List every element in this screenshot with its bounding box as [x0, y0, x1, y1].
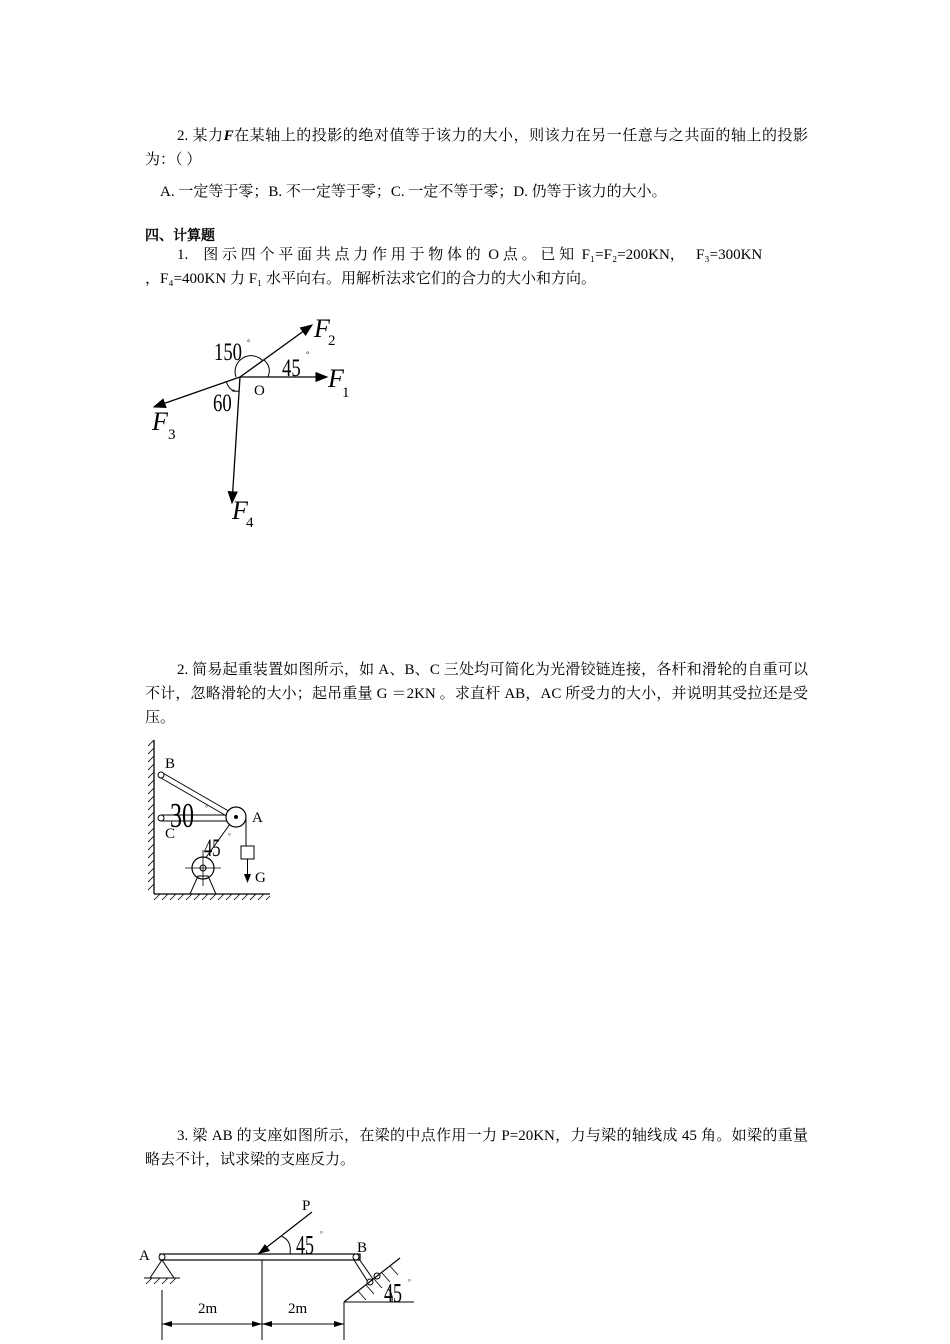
pulley-a-center	[234, 815, 238, 819]
label-g: G	[255, 870, 266, 886]
calc-2-text: 2. 简易起重装置如图所示，如 A、B、C 三处均可简化为光滑铰链连接，各杆和滑轮的自重可以不计，忽略滑轮的大小；起吊重量 G ＝2KN 。求直杆 AB，AC 所受力的大小，并说明其受拉还是受压。	[145, 662, 808, 726]
force-diagram-1	[140, 305, 380, 535]
crane-diagram	[148, 738, 278, 903]
label-f3-sub: 3	[168, 427, 176, 443]
link-b-1	[354, 1260, 368, 1282]
label-dim-2: 2m	[288, 1301, 308, 1317]
calc-3-text: 3. 梁 AB 的支座如图所示，在梁的中点作用一力 P=20KN，力与梁的轴线成 45 角。如梁的重量略去不计，试求梁的支座反力。	[145, 1128, 808, 1168]
question-2-options: A. 一定等于零；B. 不一定等于零；C. 一定不等于零；D. 仍等于该力的大小。	[160, 184, 667, 200]
angle-arc-45	[264, 360, 269, 377]
label-angle-45: 45	[204, 833, 221, 862]
ground-hatch	[154, 894, 270, 900]
label-dim-1: 2m	[198, 1301, 218, 1317]
label-f1-sub: 1	[342, 385, 350, 401]
link-b-2	[359, 1259, 373, 1279]
section-heading: 四、计算题	[145, 228, 215, 244]
weight-arrowhead	[244, 874, 251, 883]
degree-45: °	[306, 350, 310, 359]
beam-ab	[160, 1254, 360, 1260]
label-angle-45: 45	[282, 353, 301, 382]
label-f4-sub: 4	[246, 515, 254, 531]
label-b: B	[165, 756, 176, 772]
label-a: A	[139, 1248, 150, 1264]
support-a	[150, 1260, 174, 1278]
label-f2-sub: 2	[328, 333, 336, 349]
force-symbol: F	[223, 128, 234, 144]
label-f2: F	[314, 314, 330, 343]
label-b: B	[357, 1240, 368, 1256]
force-f2-arrow	[240, 325, 312, 377]
beam-diagram	[130, 1190, 430, 1342]
angle-arc-p	[281, 1236, 290, 1254]
label-a: A	[252, 810, 263, 826]
label-f3: F	[152, 407, 168, 436]
degree-30: °	[205, 804, 208, 812]
label-angle-60: 60	[213, 388, 232, 417]
question-2-stem: 2. 某力F在某轴上的投影的绝对值等于该力的大小，则该力在另一任意与之共面的轴上的投影为：（ ）	[145, 128, 808, 168]
hinge-c	[158, 815, 164, 821]
wall-hatch	[148, 740, 154, 890]
label-angle-45-p: 45	[296, 1230, 314, 1262]
label-c: C	[165, 826, 176, 842]
support-a-hatch	[146, 1278, 176, 1284]
label-angle-30: 30	[170, 797, 194, 836]
calc-1-line-1: 1. 图 示 四 个 平 面 共 点 力 作 用 于 物 体 的 O 点 。 已 知 F₁=F₂=200KN， F₃=300KN	[177, 247, 763, 263]
label-angle-45-b: 45	[384, 1278, 402, 1310]
label-p: P	[302, 1198, 311, 1214]
label-origin: O	[254, 383, 265, 399]
calc-1-line-2: ，F₄=400KN 力 F₁ 水平向右。用解析法求它们的合力的大小和方向。	[145, 271, 597, 287]
hinge-b	[158, 772, 164, 778]
degree-p: °	[320, 1230, 323, 1238]
degree-b: °	[408, 1278, 411, 1286]
degree-150: °	[247, 338, 251, 347]
weight-block	[241, 846, 254, 859]
degree-60: °	[232, 388, 236, 397]
label-f1: F	[328, 364, 344, 393]
degree-45: °	[228, 832, 231, 840]
label-angle-150: 150	[214, 337, 243, 366]
label-f4: F	[232, 496, 248, 525]
